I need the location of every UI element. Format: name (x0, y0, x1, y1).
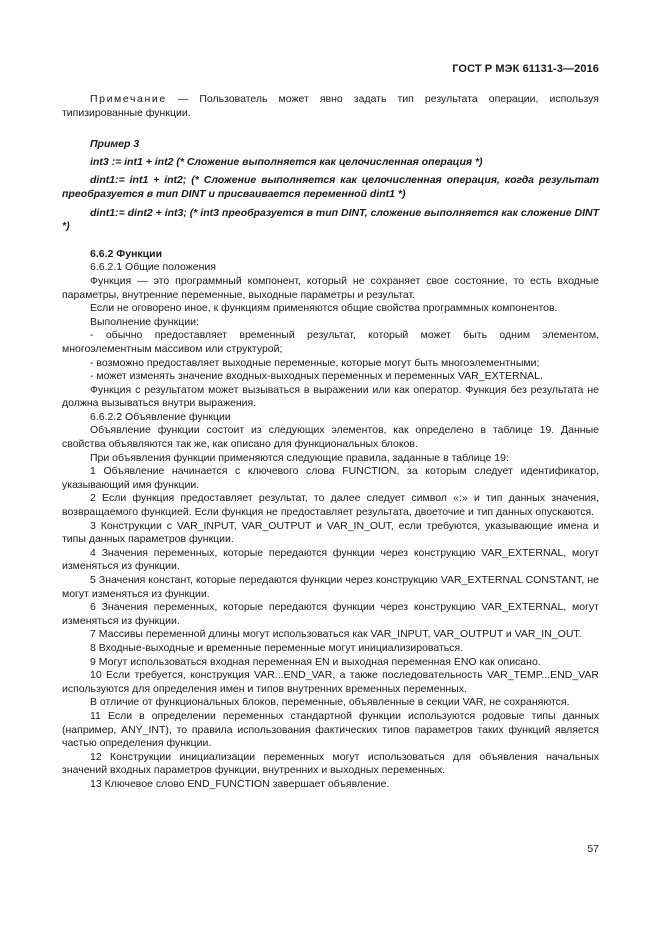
paragraph: Функция с результатом может вызываться в выражении или как оператор. Функция без результата не должна вызываться внутри выражения. (62, 383, 599, 410)
note-label: Примечание (90, 93, 167, 105)
rule-item: 10 Если требуется, конструкция VAR...END_VAR, а также последовательность VAR_TEMP...END_VAR используются для определения имен и типов внутренних временных переменных. (62, 669, 599, 695)
paragraph: Объявление функции состоит из следующих элементов, как определено в таблице 19. Данные свойства объявляются так же, как описано для функциональных блоков. (62, 424, 599, 451)
example-line-1: int3 := int1 + int2 (* Сложение выполняется как целочисленная операция *) (90, 155, 483, 168)
paragraph: В отличие от функциональных блоков, переменные, объявленные в секции VAR, не сохраняются. (90, 696, 570, 709)
list-item: - обычно предоставляет временный результат, который может быть одним элементом, многоэлементным массивом или структурой; (62, 329, 599, 355)
rule-item: 8 Входные-выходные и временные переменные могут инициализироваться. (90, 641, 464, 654)
rule-item: 9 Могут использоваться входная переменная EN и выходная переменная ENO как описано. (90, 655, 541, 668)
document-standard-header: ГОСТ Р МЭК 61131-3—2016 (452, 63, 599, 75)
rule-item: 2 Если функция предоставляет результат, то далее следует символ «:» и тип данных значения, возвращаемого функцией. Если функция не предоставляет результата, двоеточие и тип данных опускаются. (62, 492, 599, 519)
paragraph: Выполнение функции: (90, 315, 199, 328)
paragraph: При объявления функции применяются следующие правила, заданные в таблице 19: (90, 451, 509, 464)
rule-item: 13 Ключевое слово END_FUNCTION завершает объявление. (90, 777, 390, 790)
note-text: — Пользователь может явно задать тип результата операции, используя типизированные функции. (62, 93, 599, 119)
rule-item: 4 Значения переменных, которые передаются функции через конструкцию VAR_EXTERNAL, могут изменяться из функции. (62, 546, 599, 573)
rule-item: 11 Если в определении переменных стандартной функции используются родовые типы данных (например, ANY_INT), то правила использования фактических типов параметров таких функций является частью определения функции. (62, 709, 599, 750)
example-line-2: dint1:= int1 + int2; (* Сложение выполняется как целочисленная операция, когда результат преобразуется в тип DINT и присваивается переменной dint1 *) (62, 174, 599, 200)
rule-item: 3 Конструкции с VAR_INPUT, VAR_OUTPUT и VAR_IN_OUT, если требуются, указывающие имена и типы данных параметров функции. (62, 519, 599, 546)
list-item: - возможно предоставляет выходные переменные, которые могут быть многоэлементными; (90, 356, 540, 369)
paragraph: Если не оговорено иное, к функциям применяются общие свойства программных компонентов. (90, 302, 558, 315)
list-item: - может изменять значение входных-выходных переменных и переменных VAR_EXTERNAL. (90, 370, 543, 383)
rule-item: 12 Конструкции инициализации переменных могут использоваться для объявления начальных значений входных параметров функции, внутренних и выходных переменных. (62, 750, 599, 777)
subsection-heading: 6.6.2.2 Объявление функции (90, 410, 231, 423)
example-line-3: dint1:= dint2 + int3; (* int3 преобразуется в тип DINT, сложение выполняется как сложение DINT *) (62, 206, 599, 233)
rule-item: 1 Объявление начинается с ключевого слова FUNCTION, за которым следует идентификатор, указывающий имя функции. (62, 465, 599, 491)
note-paragraph (62, 93, 599, 120)
page-number: 57 (587, 843, 599, 855)
subsection-heading: 6.6.2.1 Общие положения (90, 261, 216, 274)
rule-item: 5 Значения констант, которые передаются функции через конструкцию VAR_EXTERNAL CONSTANT, не могут изменяться из функции. (62, 574, 599, 600)
document-body (62, 93, 599, 792)
rule-item: 6 Значения переменных, которые передаются функции через конструкцию VAR_EXTERNAL, могут изменяться из функции. (62, 601, 599, 627)
section-heading: 6.6.2 Функции (90, 247, 163, 260)
example-title: Пример 3 (90, 138, 140, 151)
paragraph: Функция — это программный компонент, который не сохраняет свое состояние, то есть входные параметры, внутренние переменные, выходные параметры и результат. (62, 274, 599, 301)
rule-item: 7 Массивы переменной длины могут использоваться как VAR_INPUT, VAR_OUTPUT и VAR_IN_OUT. (90, 628, 582, 641)
